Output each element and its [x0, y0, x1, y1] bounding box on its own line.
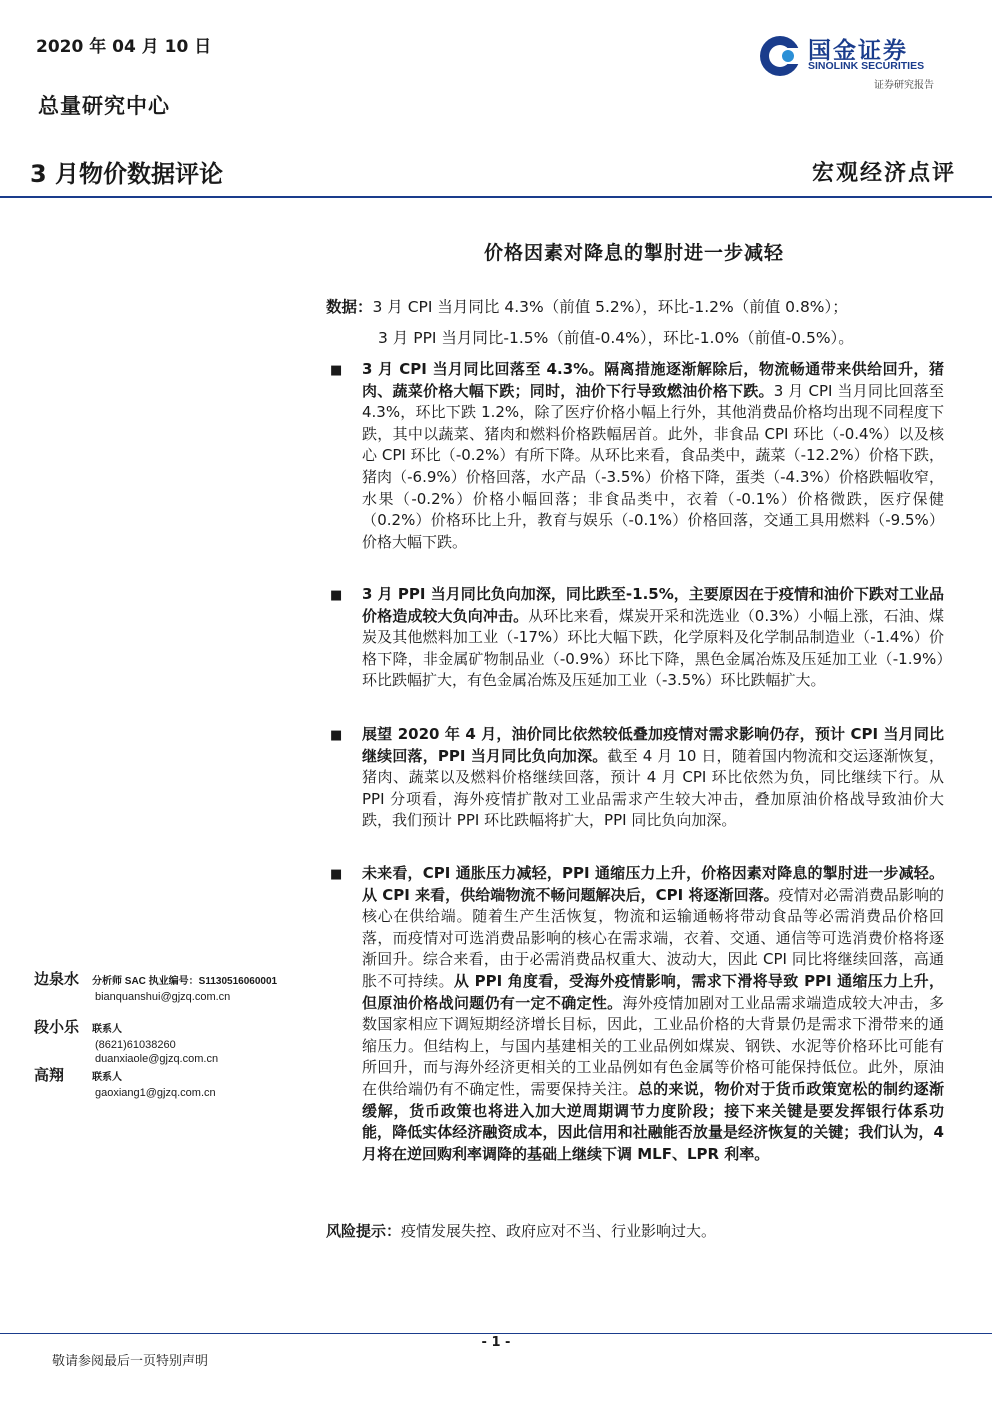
- analyst-email[interactable]: gaoxiang1@gjzq.com.cn: [95, 1087, 216, 1099]
- analyst-name: 高翔: [34, 1066, 65, 1084]
- bullet-3-text: 截至 4 月 10 日，随着国内物流和交运逐渐恢复，猪肉、蔬菜以及燃料价格继续回落，预计 4 月 CPI 环比依然为负，同比继续下行。从 PPI 分项看，海外疫情扩散对工业品需求产生较大冲击，叠加原油价格战导致油价大跌，我们预计 PPI 环比跌幅将扩大，PPI 同比负向加深。: [362, 746, 944, 830]
- risk-text: 疫情发展失控、政府应对不当、行业影响过大。: [401, 1222, 717, 1240]
- bullet-4-text-2: 海外疫情加剧对工业品需求端造成较大冲击，多数国家相应下调短期经济增长目标，因此，工业品价格的大背景仍是需求下滑带来的通缩压力。但结构上，与国内基建相关的工业品例如煤炭、钢铁、水泥等价格环比可能有所回升，而与海外经济更相关的工业品例如有色金属等价格可能保持低位。此外，原油在供给端仍有不确定性，需要保持关注。: [362, 993, 944, 1098]
- bullet-paragraph-3: [362, 724, 944, 832]
- bullet-icon: ■: [330, 363, 343, 378]
- analyst-card: [34, 1018, 219, 1065]
- logo-subtitle: 证券研究报告: [874, 80, 934, 91]
- risk-warning: [326, 1220, 716, 1242]
- header-divider: [0, 196, 992, 198]
- analyst-name: 边泉水: [34, 970, 80, 988]
- report-date: 2020 年 04 月 10 日: [36, 37, 212, 57]
- page-number: - 1 -: [481, 1335, 511, 1350]
- headline: 价格因素对降息的掣肘进一步减轻: [483, 242, 784, 264]
- bullet-icon: ■: [330, 728, 343, 743]
- analyst-card: [34, 970, 278, 1003]
- analyst-role: 分析师 SAC 执业编号：S1130516060001: [92, 976, 278, 987]
- logo-text-cn: 国金证券: [808, 38, 908, 64]
- bullet-2-text: 从环比来看，煤炭开采和洗选业（0.3%）小幅上涨，石油、煤炭及其他燃料加工业（-17%）环比大幅下跌，化学原料及化学制品制造业（-1.4%）价格下降，非金属矿物制品业（-0.9%）环比下降，黑色金属冶炼及压延加工业（-1.9%）环比跌幅扩大，有色金属冶炼及压延加工业（-3.5%）环比跌幅扩大。: [362, 606, 944, 690]
- bullet-paragraph-4: [362, 863, 944, 1165]
- bullet-icon: ■: [330, 588, 343, 603]
- analyst-role: 联系人: [92, 1024, 122, 1035]
- data-line-2: 3 月 PPI 当月同比-1.5%（前值-0.4%），环比-1.0%（前值-0.5%）。: [378, 329, 854, 347]
- logo-mark-icon: [758, 34, 802, 78]
- bullet-paragraph-2: [362, 584, 944, 692]
- report-category: 宏观经济点评: [811, 161, 956, 186]
- analyst-role: 联系人: [92, 1072, 122, 1083]
- bullet-icon: ■: [330, 867, 343, 882]
- logo-text-en: SINOLINK SECURITIES: [808, 60, 925, 72]
- bullet-4-bold: 未来看，CPI 通胀压力减轻，PPI 通缩压力上升，价格因素对降息的掣肘进一步减轻。从 CPI 来看，供给端物流不畅问题解决后，CPI 将逐渐回落。: [362, 864, 944, 904]
- footer-disclaimer: 敬请参阅最后一页特别声明: [52, 1354, 209, 1369]
- analyst-email[interactable]: duanxiaole@gjzq.com.cn: [95, 1053, 219, 1065]
- footer-divider: [0, 1333, 992, 1334]
- analyst-card: [34, 1066, 216, 1099]
- company-logo: [758, 30, 958, 90]
- risk-label: 风险提示：: [326, 1222, 402, 1240]
- data-line-1-text: 3 月 CPI 当月同比 4.3%（前值 5.2%），环比-1.2%（前值 0.8%）；: [372, 298, 848, 316]
- bullet-4-bold-3: 总的来说，物价对于货币政策宽松的制约逐渐缓解，货币政策也将进入加大逆周期调节力度阶段；接下来关键是要发挥银行体系功能，降低实体经济融资成本，因此信用和社融能否放量是经济恢复的关键；我们认为，4 月将在逆回购利率调降的基础上继续下调 MLF、LPR 利率。: [362, 1079, 944, 1163]
- report-title: 3 月物价数据评论: [30, 160, 224, 188]
- bullet-2-bold: 3 月 PPI 当月同比负向加深，同比跌至-1.5%，主要原因在于疫情和油价下跌对工业品价格造成较大负向冲击。: [362, 585, 944, 625]
- bullet-1-text: 3 月 CPI 当月同比回落至 4.3%，环比下跌 1.2%，除了医疗价格小幅上行外，其他消费品价格均出现不同程度下跌，其中以蔬菜、猪肉和燃料价格跌幅居首。此外，非食品 CPI 环比（-0.4%）以及核心 CPI 环比（-0.2%）有所下降。从环比来看，食品类中，蔬菜（-12.2%）价格下跌，猪肉（-6.9%）价格回落，水产品（-3.5%）价格下降，蛋类（-4.3%）价格跌幅收窄，水果（-0.2%）价格小幅回落；非食品类中，衣着（-0.1%）价格微跌，医疗保健（0.2%）价格环比上升，教育与娱乐（-0.1%）价格回落，交通工具用燃料（-9.5%）价格大幅下跌。: [362, 381, 944, 551]
- bullet-4-bold-2: 从 PPI 角度看，受海外疫情影响，需求下滑将导致 PPI 通缩压力上升，但原油价格战问题仍有一定不确定性。: [362, 971, 944, 1012]
- department-name: 总量研究中心: [38, 94, 170, 118]
- bullet-1-bold: 3 月 CPI 当月同比回落至 4.3%。隔离措施逐渐解除后，物流畅通带来供给回升，猪肉、蔬菜价格大幅下跌；同时，油价下行导致燃油价格下跌。: [362, 360, 944, 400]
- analyst-email[interactable]: bianquanshui@gjzq.com.cn: [95, 991, 231, 1003]
- data-line-1: [326, 296, 848, 318]
- bullet-4-text: 疫情对必需消费品影响的核心在供给端。随着生产生活恢复，物流和运输通畅将带动食品等必需消费品价格回落，而疫情对可选消费品影响的核心在需求端，衣着、交通、通信等可选消费价格将逐渐回升。综合来看，由于必需消费品权重大、波动大，因此 CPI 同比将继续回落，高通胀不可持续。: [362, 885, 944, 990]
- analyst-name: 段小乐: [34, 1018, 80, 1036]
- bullet-paragraph-1: [362, 359, 944, 553]
- bullet-3-bold: 展望 2020 年 4 月，油价同比依然较低叠加疫情对需求影响仍存，预计 CPI 当月同比继续回落，PPI 当月同比负向加深。: [362, 725, 944, 765]
- analyst-phone: (8621)61038260: [95, 1039, 176, 1051]
- data-label: 数据：: [326, 298, 373, 316]
